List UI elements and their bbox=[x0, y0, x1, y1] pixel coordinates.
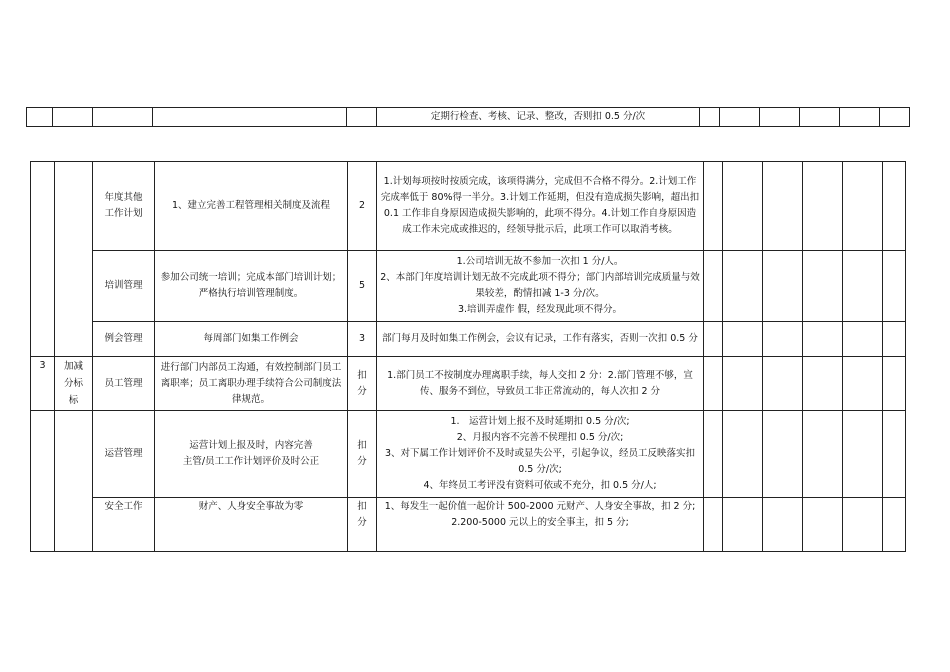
blank-cell bbox=[93, 108, 153, 127]
criteria-cell: 1.计划每项按时按质完成，该项得满分，完成但不合格不得分。2.计划工作完成率低于 80%得一半分。3.计划工作延期，但没有造成损失影响，超出扣 0.1 工作非自身原因造成损失影响的，此项不得分。4.计划工作自身原因造成工作未完成或推迟的，经领导批示后，此项工作可以取消考核。 bbox=[377, 162, 704, 251]
item-cell: 安全工作 bbox=[93, 498, 155, 552]
blank-cell bbox=[763, 411, 803, 498]
score-cell: 扣 分 bbox=[348, 411, 377, 498]
blank-cell bbox=[723, 322, 763, 357]
table-row bbox=[27, 108, 910, 127]
blank-cell bbox=[883, 322, 906, 357]
blank-cell bbox=[347, 108, 377, 127]
blank-cell bbox=[53, 108, 93, 127]
blank-cell bbox=[883, 251, 906, 322]
blank-cell bbox=[723, 357, 763, 411]
blank-cell bbox=[843, 251, 883, 322]
blank-cell bbox=[763, 162, 803, 251]
blank-cell bbox=[803, 498, 843, 552]
requirement-cell: 1、建立完善工程管理相关制度及流程 bbox=[155, 162, 348, 251]
blank-cell bbox=[883, 357, 906, 411]
table-row bbox=[31, 322, 906, 357]
blank-cell bbox=[883, 498, 906, 552]
item-cell: 培训管理 bbox=[93, 251, 155, 322]
blank-cell bbox=[883, 162, 906, 251]
blank-cell bbox=[723, 251, 763, 322]
requirement-cell: 每周部门如集工作例会 bbox=[155, 322, 348, 357]
score-cell: 3 bbox=[348, 322, 377, 357]
blank-cell bbox=[843, 322, 883, 357]
item-cell: 员工管理 bbox=[93, 357, 155, 411]
blank-cell bbox=[803, 322, 843, 357]
blank-cell bbox=[704, 251, 723, 322]
requirement-cell: 进行部门内部员工沟通，有效控制部门员工离职率；员工离职办理手续符合公司制度法律规范。 bbox=[155, 357, 348, 411]
criteria-cell: 1、每发生一起价值一起价计 500-2000 元财产、人身安全事故，扣 2 分; 2.200-5000 元以上的安全事主，扣 5 分; bbox=[377, 498, 704, 552]
criteria-cell: 1. 运营计划上报不及时延期扣 0.5 分/次; 2、月报内容不完善不侯理扣 0.5 分/次; 3、对下属工作计划评价不及时或显失公平，引起争议，经员工反映落实扣 0.5 分/次; 4、年终员工考评没有资料可依或不充分，扣 0.5 分/人; bbox=[377, 411, 704, 498]
category-cell: 加减 分标 标 bbox=[55, 357, 93, 411]
blank-cell bbox=[704, 162, 723, 251]
blank-cell bbox=[843, 498, 883, 552]
requirement-cell: 财产、人身安全事故为零 bbox=[155, 498, 348, 552]
blank-cell bbox=[704, 411, 723, 498]
item-cell: 例会管理 bbox=[93, 322, 155, 357]
blank-cell bbox=[840, 108, 880, 127]
blank-cell bbox=[720, 108, 760, 127]
blank-cell bbox=[763, 322, 803, 357]
criteria-cell: 部门每月及时如集工作例会，会议有记录，工作有落实，否则一次扣 0.5 分 bbox=[377, 322, 704, 357]
blank-cell bbox=[700, 108, 720, 127]
score-cell: 扣 分 bbox=[348, 357, 377, 411]
blank-cell bbox=[704, 357, 723, 411]
blank-cell bbox=[763, 251, 803, 322]
table-row bbox=[31, 357, 906, 411]
blank-cell bbox=[31, 411, 55, 552]
criteria-cell: 定期行检查、考核、记录、整改，否则扣 0.5 分/次 bbox=[377, 108, 700, 127]
blank-cell bbox=[843, 162, 883, 251]
top-table-fragment bbox=[26, 107, 910, 127]
item-cell: 运营管理 bbox=[93, 411, 155, 498]
item-cell: 年度其他 工作计划 bbox=[93, 162, 155, 251]
criteria-cell: 1.公司培训无故不参加一次扣 1 分/人。 2、本部门年度培训计划无故不完成此项不得分；部门内部培训完成质量与效果较差，酌情扣减 1-3 分/次。 3.培训弄虚作 假，经发现此项不得分。 bbox=[377, 251, 704, 322]
blank-cell bbox=[763, 498, 803, 552]
blank-cell bbox=[27, 108, 53, 127]
section-number-cell: 3 bbox=[31, 357, 55, 411]
criteria-cell: 1.部门员工不按制度办理离职手续，每人交扣 2 分：2.部门管理不够，宣传、服务不到位，导致员工非正常流动的，每人次扣 2 分 bbox=[377, 357, 704, 411]
score-cell: 2 bbox=[348, 162, 377, 251]
table-row bbox=[31, 411, 906, 498]
blank-cell bbox=[55, 411, 93, 552]
table-row bbox=[31, 251, 906, 322]
blank-cell bbox=[704, 498, 723, 552]
table-row bbox=[31, 162, 906, 251]
blank-cell bbox=[803, 162, 843, 251]
blank-cell bbox=[763, 357, 803, 411]
blank-cell bbox=[153, 108, 347, 127]
evaluation-table bbox=[30, 161, 906, 552]
requirement-cell: 参加公司统一培训；完成本部门培训计划；严格执行培训管理制度。 bbox=[155, 251, 348, 322]
blank-cell bbox=[880, 108, 910, 127]
table-row bbox=[31, 498, 906, 552]
blank-cell bbox=[803, 411, 843, 498]
blank-cell bbox=[31, 162, 55, 357]
blank-cell bbox=[760, 108, 800, 127]
blank-cell bbox=[800, 108, 840, 127]
blank-cell bbox=[803, 251, 843, 322]
blank-cell bbox=[883, 411, 906, 498]
score-cell: 扣 分 bbox=[348, 498, 377, 552]
blank-cell bbox=[843, 411, 883, 498]
blank-cell bbox=[723, 498, 763, 552]
blank-cell bbox=[723, 411, 763, 498]
blank-cell bbox=[55, 162, 93, 357]
blank-cell bbox=[723, 162, 763, 251]
blank-cell bbox=[704, 322, 723, 357]
blank-cell bbox=[803, 357, 843, 411]
requirement-cell: 运营计划上报及时，内容完善 主管/员工工作计划评价及时公正 bbox=[155, 411, 348, 498]
score-cell: 5 bbox=[348, 251, 377, 322]
blank-cell bbox=[843, 357, 883, 411]
